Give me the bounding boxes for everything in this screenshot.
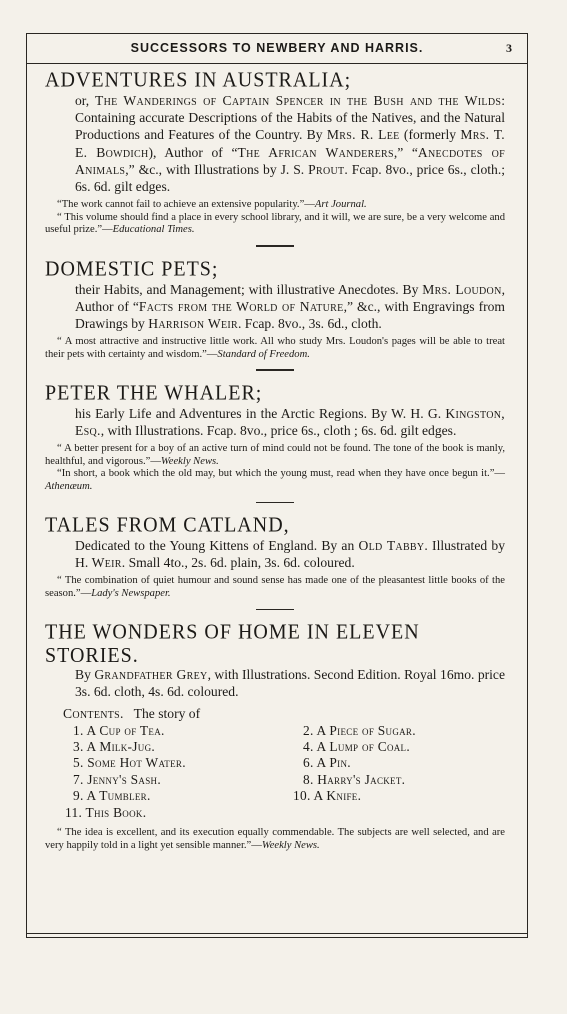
description-text: or, (75, 93, 95, 108)
contents-item: 10. A Knife. (293, 788, 362, 804)
page-number: 3 (506, 41, 513, 55)
book-entry (45, 381, 505, 494)
small-caps-text: Kingston, Esq. (75, 405, 505, 438)
book-description (75, 537, 505, 571)
description-text: ,” &c., with Illustrations by J. S. (125, 161, 309, 177)
section-divider (256, 502, 294, 504)
quote-text: “ A most attractive and instructive little work. All who study Mrs. Loudon's pages will be able to treat their pets with certainty and wisdom.”— (45, 336, 505, 360)
description-text: ), Author of “ (148, 144, 238, 160)
review-quote (45, 212, 505, 237)
book-title: DOMESTIC PETS; (45, 256, 219, 281)
contents-item: 7. Jenny's Sash. (73, 771, 161, 787)
small-caps-text: The Wanderings of Captain Spencer in the Bush and the Wilds (94, 93, 502, 108)
contents-item: 11. This Book. (65, 804, 147, 820)
review-quote (45, 199, 505, 212)
description-text: , Author of “ (75, 281, 505, 314)
review-quote (45, 575, 505, 600)
contents-item: 5. Some Hot Water. (73, 755, 186, 771)
quote-text: “ This volume should find a place in every school library, and it will, we are sure, be a very welcome and useful prize.”— (45, 211, 505, 236)
bottom-rule (27, 933, 527, 934)
description-text: ,” &c., with Engravings from Drawings by (75, 298, 506, 331)
book-title: ADVENTURES IN AUSTRALIA; (45, 68, 352, 92)
description-text: By (75, 667, 95, 683)
review-quote (45, 336, 505, 361)
description-text: his Early Life and Adventures in the Arctic Regions. By W. H. G. (75, 405, 446, 421)
description-text: : Containing accurate Descriptions of the Habits of the Natives, and the Natural Productions and Features of the Country. By (75, 93, 505, 143)
description-text: ,” “ (393, 144, 418, 160)
header-text: SUCCESSORS TO NEWBERY AND HARRIS. (130, 41, 424, 55)
description-text: (formerly (399, 127, 461, 143)
small-caps-text: Harrison Weir (148, 315, 238, 331)
contents-item: 2. A Piece of Sugar. (303, 722, 416, 738)
contents-heading (63, 705, 505, 722)
book-description (75, 405, 505, 439)
small-caps-text: Mrs. T. E. Bowdich (75, 127, 505, 160)
quote-source: Weekly News. (261, 839, 320, 851)
quote-source: Educational Times. (112, 224, 195, 236)
book-description (75, 92, 505, 195)
book-title: TALES FROM CATLAND, (45, 513, 290, 537)
description-text: . Small 4to., 2s. 6d. plain, 3s. 6d. coloured. (121, 555, 355, 571)
quote-text: “The work cannot fail to achieve an extensive popularity.”— (57, 199, 315, 211)
quote-source: Art Journal. (314, 199, 367, 211)
description-text: . Fcap. 8vo., 3s. 6d., cloth. (237, 315, 382, 331)
contents-item: 3. A Milk-Jug. (73, 738, 156, 754)
contents-item: 6. A Pin. (303, 755, 351, 771)
description-text: Dedicated to the Young Kittens of England. By an (75, 538, 359, 554)
section-divider (256, 245, 294, 247)
section-divider (256, 369, 294, 371)
small-caps-text: Grandfather Grey (94, 667, 208, 683)
small-caps-text: Anecdotes of Animals (75, 144, 505, 177)
section-divider (256, 609, 294, 611)
small-caps-text: Old Tabby (358, 538, 425, 554)
contents-item: 9. A Tumbler. (73, 788, 151, 804)
running-header (27, 34, 527, 64)
quote-text: “ The combination of quiet humour and sound sense has made one of the pleasantest little books of the season.”— (45, 575, 505, 600)
quote-source: Weekly News. (160, 455, 219, 467)
small-caps-text: Weir (91, 555, 122, 571)
small-caps-text: The African Wanderers (237, 144, 394, 160)
quote-source: Athenæum. (45, 480, 93, 492)
contents-item: 8. Harry's Jacket. (303, 771, 406, 787)
book-entry (45, 68, 505, 237)
description-text: their Habits, and Management; with illustrative Anecdotes. By (75, 281, 423, 297)
book-description (75, 281, 505, 333)
small-caps-text: Mrs. R. Lee (326, 127, 400, 143)
description-text: , with Illustrations. Second Edition. Royal 16mo. price 3s. 6d. cloth, 4s. 6d. coloured. (75, 667, 505, 700)
quote-text: “ A better present for a boy of an active turn of mind could not be found. The tone of the book is manly, healthful, and vigorous.”— (45, 443, 505, 467)
description-text: . Fcap. 8vo., price 6s., cloth.; 6s. 6d. gilt edges. (75, 161, 505, 195)
quote-source: Lady's Newspaper. (91, 588, 171, 600)
quote-source: Standard of Freedom. (217, 348, 310, 360)
contents-label: Contents. (63, 705, 124, 721)
review-quote (45, 827, 505, 852)
book-title: THE WONDERS OF HOME IN ELEVEN STORIES. (45, 620, 420, 668)
book-description (75, 666, 505, 700)
quote-text: “ The idea is excellent, and its execution equally commendable. The subjects are well selected, and are very happily told in a light yet sensible manner.”— (45, 827, 505, 851)
description-text: , with Illustrations. Fcap. 8vo., price 6s., cloth ; 6s. 6d. gilt edges. (100, 423, 457, 438)
book-title: PETER THE WHALER; (45, 380, 263, 405)
review-quote (45, 468, 505, 493)
advertisement-list (27, 68, 527, 852)
small-caps-text: Prout (308, 161, 345, 177)
description-text: . Illustrated by H. (75, 538, 505, 571)
small-caps-text: Facts from the World of Nature (138, 298, 344, 314)
contents-intro: The story of (133, 705, 201, 721)
book-entry (45, 513, 505, 601)
small-caps-text: Mrs. Loudon (422, 281, 502, 297)
contents-item: 4. A Lump of Coal. (303, 738, 410, 754)
book-entry (45, 620, 505, 852)
review-quote (45, 443, 505, 468)
contents-item: 1. A Cup of Tea. (73, 722, 165, 738)
contents-list (65, 722, 505, 821)
page-frame (26, 33, 528, 938)
book-entry (45, 257, 505, 362)
quote-text: “In short, a book which the old may, but which the young must, read when they have once begun it.”— (57, 468, 505, 480)
